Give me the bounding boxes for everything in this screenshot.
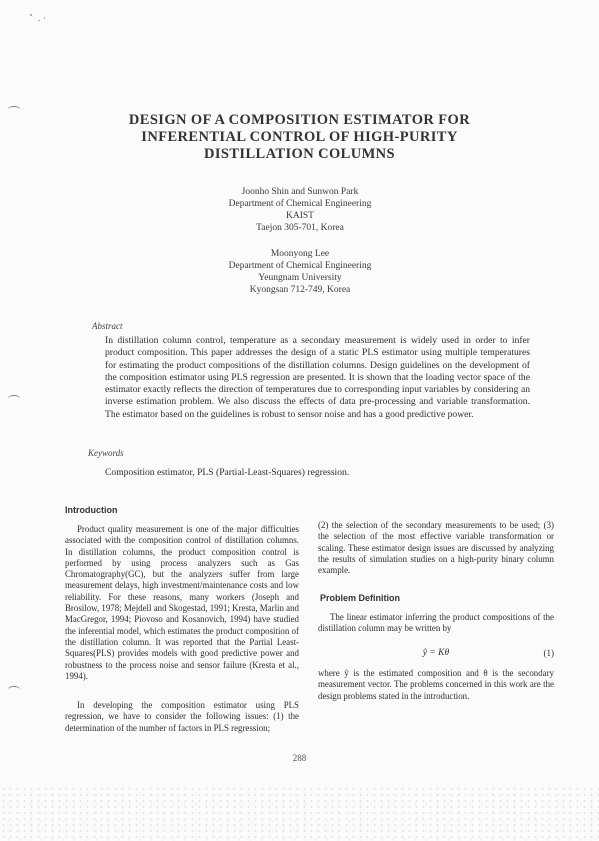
introduction-paragraph-3: (2) the selection of the secondary measurements to be used; (3) the selection of the most effective variable transformation or scaling. These estimator design issues are discussed by analyzing the results of simulation studies on a high-purity binary column example.	[318, 520, 554, 576]
equation-expression: ŷ = Kθ	[422, 648, 450, 658]
title-line: DESIGN OF A COMPOSITION ESTIMATOR FOR	[128, 112, 471, 128]
author-names: Moonyong Lee	[270, 249, 330, 259]
affiliation-yeungnam	[150, 248, 450, 296]
problem-definition-heading: Problem Definition	[320, 593, 401, 603]
problem-definition-paragraph-2: where ŷ is the estimated composition and θ is the secondary measurement vector. The problems concerned in this work are the design problems stated in the introduction.	[318, 668, 554, 701]
title-line: INFERENTIAL CONTROL OF HIGH-PURITY	[141, 129, 458, 145]
keywords-text: Composition estimator, PLS (Partial-Least-Squares) regression.	[105, 467, 350, 478]
equation-1	[318, 648, 554, 662]
scan-noise-band	[0, 786, 599, 841]
abstract-heading: Abstract	[92, 321, 123, 331]
institution: KAIST	[286, 211, 314, 221]
scan-speck	[44, 17, 45, 19]
introduction-paragraph-1: Product quality measurement is one of the major difficulties associated with the composition control of distillation columns. In distillation columns, the product composition control is performed by using process analyzers such as Gas Chromatography(GC), but the analyzers suffer from large measurement delays, high investment/maintenance costs and low reliability. For these reasons, many workers (Joseph and Brosilow, 1978; Mejdell and Skogestad, 1991; Kresta, Marlin and MacGregor, 1994; Piovoso and Kosanovich, 1994) have studied the inferential model, which estimates the product composition of the distillation column. It was reported that the Partial Least-Squares(PLS) provides models with good predictive power and robustness to the process noise and sensor failure (Kresta et al., 1994).	[65, 524, 299, 681]
address: Kyongsan 712-749, Korea	[249, 285, 351, 295]
address: Taejon 305-701, Korea	[256, 223, 344, 233]
keywords-heading: Keywords	[88, 448, 124, 458]
author-names: Joonho Shin and Sunwon Park	[241, 187, 359, 197]
title-line: DISTILLATION COLUMNS	[203, 146, 396, 162]
problem-definition-paragraph-1: The linear estimator inferring the product compositions of the distillation column may be written by	[318, 612, 554, 634]
introduction-paragraph-2: In developing the composition estimator using PLS regression, we have to consider the following issues: (1) the determination of the number of factors in PLS regression;	[65, 700, 299, 733]
abstract-text: In distillation column control, temperature as a secondary measurement is widely used in order to infer product composition. This paper addresses the design of a static PLS estimator using multiple temperatures for estimating the product compositions of the distillation columns. Design guidelines on the development of the composition estimator using PLS regression are presented. It is shown that the loading vector space of the estimator exactly reflects the direction of temperatures due to corresponding input variables by considering an inverse estimation problem. We also discuss the effects of data pre-processing and variable transformation. The estimator based on the guidelines is robust to sensor noise and has a good predictive power.	[105, 335, 530, 420]
page-number: 288	[292, 753, 307, 763]
paper-title	[60, 112, 539, 163]
equation-number: (1)	[543, 648, 554, 658]
scan-speck	[30, 14, 32, 16]
scan-speck	[38, 20, 40, 21]
introduction-heading: Introduction	[65, 505, 118, 515]
affiliation-kaist	[150, 186, 450, 234]
department: Department of Chemical Engineering	[228, 199, 372, 209]
institution: Yeungnam University	[258, 273, 342, 283]
binding-mark	[8, 395, 20, 402]
binding-mark	[8, 106, 20, 113]
department: Department of Chemical Engineering	[228, 261, 372, 271]
binding-mark	[8, 686, 20, 693]
